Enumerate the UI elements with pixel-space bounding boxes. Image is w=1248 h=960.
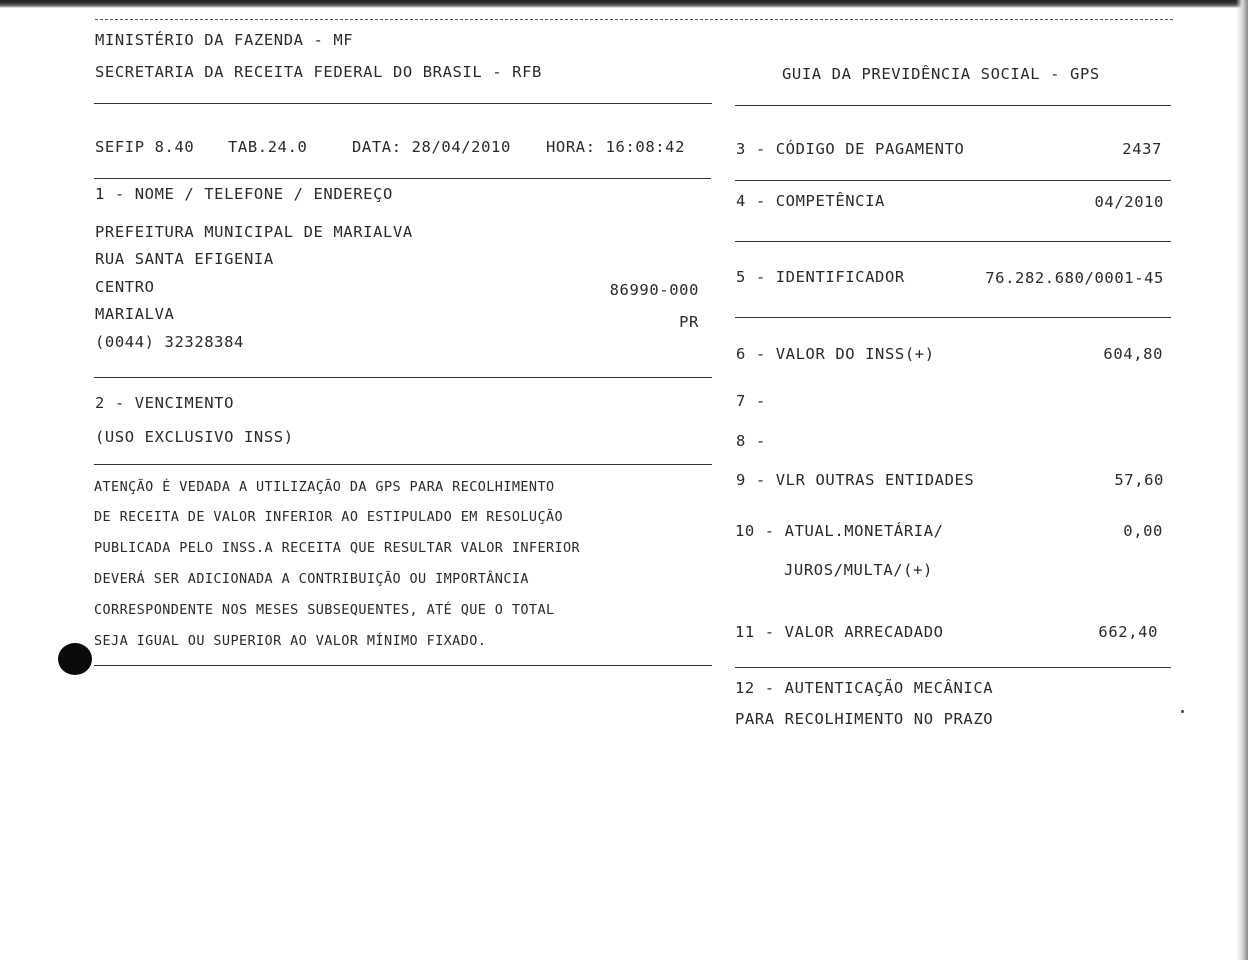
field-10-value: 0,00 bbox=[1123, 522, 1163, 540]
divider bbox=[735, 317, 1171, 318]
notice-line: DE RECEITA DE VALOR INFERIOR AO ESTIPULADO EM RESOLUÇÃO bbox=[94, 509, 564, 525]
notice-line: CORRESPONDENTE NOS MESES SUBSEQUENTES, ATÉ QUE O TOTAL bbox=[94, 602, 555, 618]
field-5-value: 76.282.680/0001-45 bbox=[985, 269, 1164, 287]
field-11-label: 11 - VALOR ARRECADADO bbox=[735, 623, 944, 641]
field-10-label: 10 - ATUAL.MONETÁRIA/ bbox=[735, 522, 944, 540]
divider bbox=[735, 180, 1171, 181]
field-4-label: 4 - COMPETÊNCIA bbox=[736, 192, 885, 210]
field-9-value: 57,60 bbox=[1114, 471, 1164, 489]
notice-line: DEVERÁ SER ADICIONADA A CONTRIBUIÇÃO OU IMPORTÂNCIA bbox=[94, 571, 529, 587]
ink-blot bbox=[58, 643, 92, 675]
field-3-label: 3 - CÓDIGO DE PAGAMENTO bbox=[736, 140, 965, 158]
scan-edge-top bbox=[0, 0, 1248, 8]
payer-street: RUA SANTA EFIGENIA bbox=[95, 250, 274, 268]
sefip-version: SEFIP 8.40 bbox=[95, 138, 195, 156]
section-2-label: 2 - VENCIMENTO bbox=[95, 394, 235, 412]
section-1-label: 1 - NOME / TELEFONE / ENDEREÇO bbox=[95, 185, 393, 203]
speck bbox=[1181, 710, 1184, 713]
divider bbox=[94, 464, 712, 465]
notice-line: ATENÇÃO É VEDADA A UTILIZAÇÃO DA GPS PARA RECOLHIMENTO bbox=[94, 479, 555, 495]
field-8-label: 8 - bbox=[736, 432, 766, 450]
payer-city: MARIALVA bbox=[95, 305, 175, 323]
payer-state: PR bbox=[679, 313, 699, 331]
field-6-value: 604,80 bbox=[1103, 345, 1163, 363]
field-4-value: 04/2010 bbox=[1094, 193, 1164, 211]
ministry-title: MINISTÉRIO DA FAZENDA - MF bbox=[95, 31, 354, 49]
payer-district: CENTRO bbox=[95, 278, 155, 296]
divider bbox=[94, 103, 712, 104]
field-12-label: 12 - AUTENTICAÇÃO MECÂNICA bbox=[735, 679, 994, 697]
field-10-label-continued: JUROS/MULTA/(+) bbox=[784, 561, 933, 579]
payer-name: PREFEITURA MUNICIPAL DE MARIALVA bbox=[95, 223, 413, 241]
divider bbox=[735, 105, 1171, 106]
field-11-value: 662,40 bbox=[1098, 623, 1158, 641]
perforation-line bbox=[95, 19, 1173, 20]
field-5-label: 5 - IDENTIFICADOR bbox=[736, 268, 905, 286]
divider bbox=[94, 665, 712, 666]
divider bbox=[735, 667, 1171, 668]
issue-date: DATA: 28/04/2010 bbox=[352, 138, 511, 156]
divider bbox=[735, 241, 1171, 242]
field-9-label: 9 - VLR OUTRAS ENTIDADES bbox=[736, 471, 975, 489]
scan-edge-right bbox=[1236, 0, 1248, 960]
divider bbox=[94, 178, 711, 179]
divider bbox=[94, 377, 712, 378]
notice-line: PUBLICADA PELO INSS.A RECEITA QUE RESULTAR VALOR INFERIOR bbox=[94, 540, 581, 556]
section-2-note: (USO EXCLUSIVO INSS) bbox=[95, 428, 294, 446]
payer-phone: (0044) 32328384 bbox=[95, 333, 244, 351]
field-6-label: 6 - VALOR DO INSS(+) bbox=[736, 345, 935, 363]
issue-time: HORA: 16:08:42 bbox=[546, 138, 686, 156]
field-3-value: 2437 bbox=[1122, 140, 1162, 158]
field-7-label: 7 - bbox=[736, 392, 766, 410]
table-version: TAB.24.0 bbox=[228, 138, 308, 156]
field-12-note: PARA RECOLHIMENTO NO PRAZO bbox=[735, 710, 994, 728]
secretariat-title: SECRETARIA DA RECEITA FEDERAL DO BRASIL - RFB bbox=[95, 63, 542, 81]
guide-title: GUIA DA PREVIDÊNCIA SOCIAL - GPS bbox=[782, 65, 1100, 83]
payer-zip: 86990-000 bbox=[609, 281, 699, 299]
notice-line: SEJA IGUAL OU SUPERIOR AO VALOR MÍNIMO FIXADO. bbox=[94, 633, 487, 649]
